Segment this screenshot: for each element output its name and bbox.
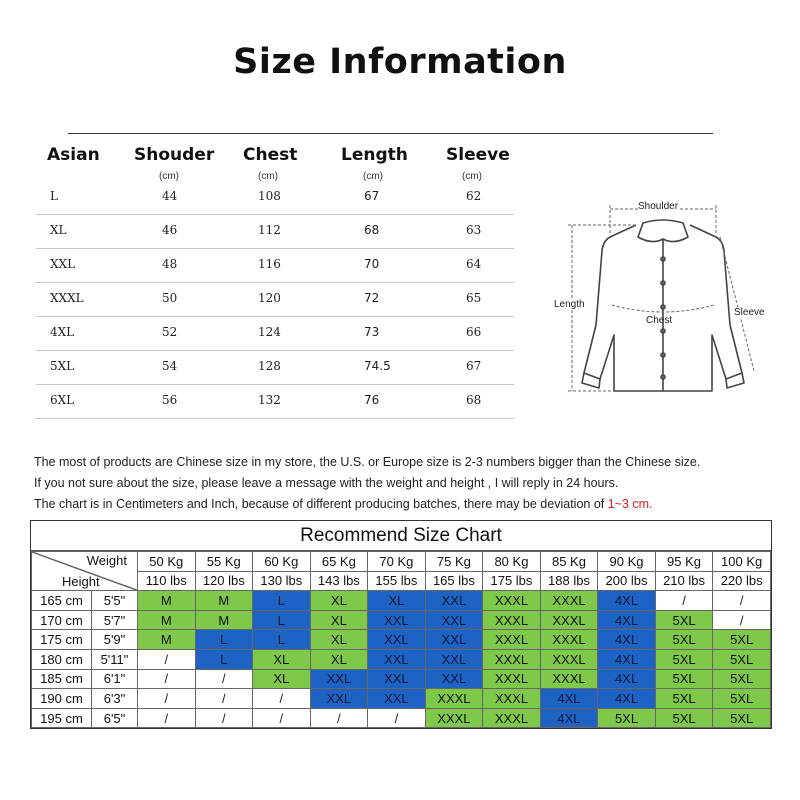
height-label: Height: [62, 574, 100, 590]
weight-kg-cell: 80 Kg: [483, 552, 541, 572]
height-cm-cell: 175 cm: [32, 630, 92, 650]
height-row: [32, 669, 771, 689]
recommend-table: [31, 551, 771, 728]
weight-kg-cell: 55 Kg: [195, 552, 253, 572]
recommended-size-cell: 5XL: [598, 708, 656, 728]
recommended-size-cell: 5XL: [655, 649, 713, 669]
height-ft-cell: 5'9": [92, 630, 138, 650]
recommended-size-cell: XXL: [368, 669, 426, 689]
recommended-size-cell: XXXL: [425, 689, 483, 709]
size-cell: 128: [258, 359, 281, 373]
recommended-size-cell: XXXL: [483, 610, 541, 630]
unit-length: (cm): [363, 171, 383, 182]
size-cell: 124: [258, 325, 281, 339]
size-cell: XXL: [50, 257, 76, 271]
recommended-size-cell: 5XL: [655, 610, 713, 630]
recommended-size-cell: XXXL: [540, 630, 598, 650]
unit-shoulder: (cm): [159, 171, 179, 182]
recommend-size-chart: [30, 520, 772, 729]
recommended-size-cell: M: [195, 591, 253, 611]
recommended-size-cell: XXL: [425, 630, 483, 650]
size-cell: 108: [258, 189, 281, 203]
size-cell: 67: [364, 189, 380, 203]
weight-kg-row: [32, 552, 771, 572]
chest-label: Chest: [646, 315, 673, 326]
recommended-size-cell: XXXL: [483, 649, 541, 669]
recommended-size-cell: 4XL: [598, 689, 656, 709]
recommended-size-cell: XL: [253, 649, 311, 669]
size-cell: XXXL: [50, 291, 84, 305]
size-row: [36, 181, 514, 215]
size-cell: 132: [258, 393, 281, 407]
height-cm-cell: 180 cm: [32, 649, 92, 669]
size-row: [36, 385, 514, 419]
height-ft-cell: 6'1": [92, 669, 138, 689]
weight-lbs-cell: 188 lbs: [540, 571, 598, 591]
size-cell: 112: [258, 223, 281, 237]
recommended-size-cell: 4XL: [598, 669, 656, 689]
recommended-size-cell: 4XL: [598, 610, 656, 630]
recommended-size-cell: /: [138, 669, 196, 689]
size-cell: 70: [364, 257, 380, 271]
recommended-size-cell: /: [655, 591, 713, 611]
deviation-highlight: 1~3 cm.: [607, 497, 653, 511]
recommended-size-cell: XXXL: [540, 591, 598, 611]
weight-lbs-cell: 200 lbs: [598, 571, 656, 591]
recommended-size-cell: XL: [310, 610, 368, 630]
recommended-size-cell: 5XL: [713, 649, 771, 669]
recommended-size-cell: /: [138, 708, 196, 728]
height-row: [32, 630, 771, 650]
size-cell: 62: [466, 189, 482, 203]
recommended-size-cell: XXL: [425, 649, 483, 669]
size-cell: 52: [162, 325, 178, 339]
shirt-measurement-diagram: [548, 195, 778, 400]
recommended-size-cell: XXL: [425, 610, 483, 630]
shirt-icon: [548, 195, 778, 400]
weight-kg-cell: 95 Kg: [655, 552, 713, 572]
recommended-size-cell: L: [195, 649, 253, 669]
size-cell: 56: [162, 393, 178, 407]
unit-chest: (cm): [258, 171, 278, 182]
weight-lbs-cell: 165 lbs: [425, 571, 483, 591]
recommended-size-cell: /: [195, 708, 253, 728]
recommended-size-cell: /: [138, 649, 196, 669]
weight-label: Weight: [86, 553, 127, 568]
recommended-size-cell: /: [138, 689, 196, 709]
size-cell: 4XL: [50, 325, 75, 339]
height-cm-cell: 185 cm: [32, 669, 92, 689]
size-cell: 44: [162, 189, 178, 203]
size-cell: 6XL: [50, 393, 75, 407]
size-cell: 46: [162, 223, 178, 237]
note-line-3: [34, 497, 794, 518]
recommended-size-cell: /: [253, 689, 311, 709]
size-row: [36, 249, 514, 283]
recommended-size-cell: M: [138, 591, 196, 611]
size-cell: 74.5: [364, 359, 391, 373]
recommended-size-cell: M: [195, 610, 253, 630]
recommended-size-cell: 4XL: [598, 649, 656, 669]
recommended-size-cell: /: [310, 708, 368, 728]
recommended-size-cell: /: [253, 708, 311, 728]
unit-sleeve: (cm): [462, 171, 482, 182]
height-ft-cell: 6'3": [92, 689, 138, 709]
recommended-size-cell: L: [253, 630, 311, 650]
recommended-size-cell: XXXL: [483, 689, 541, 709]
recommended-size-cell: XL: [253, 669, 311, 689]
size-cell: 65: [466, 291, 482, 305]
weight-kg-cell: 60 Kg: [253, 552, 311, 572]
size-cell: XL: [50, 223, 67, 237]
recommended-size-cell: XXXL: [483, 708, 541, 728]
height-cm-cell: 165 cm: [32, 591, 92, 611]
weight-lbs-cell: 120 lbs: [195, 571, 253, 591]
height-cm-cell: 170 cm: [32, 610, 92, 630]
recommended-size-cell: XXL: [368, 610, 426, 630]
weight-lbs-row: [32, 571, 771, 591]
recommended-size-cell: L: [195, 630, 253, 650]
size-row: [36, 283, 514, 317]
recommended-size-cell: XXXL: [540, 610, 598, 630]
title-divider: [68, 133, 713, 134]
recommended-size-cell: 5XL: [655, 669, 713, 689]
height-ft-cell: 5'7": [92, 610, 138, 630]
size-notes: [34, 455, 794, 518]
height-row: [32, 610, 771, 630]
note-line-1: The most of products are Chinese size in my store, the U.S. or Europe size is 2-3 numbers bigger than the Chinese size.: [34, 455, 701, 469]
recommended-size-cell: 5XL: [713, 630, 771, 650]
height-ft-cell: 5'11": [92, 649, 138, 669]
page-title: Size Information: [233, 42, 567, 82]
recommended-size-cell: /: [195, 689, 253, 709]
height-cm-cell: 195 cm: [32, 708, 92, 728]
height-ft-cell: 6'5": [92, 708, 138, 728]
recommended-size-cell: XXL: [368, 689, 426, 709]
recommended-size-cell: XL: [310, 630, 368, 650]
weight-kg-cell: 85 Kg: [540, 552, 598, 572]
size-cell: 68: [466, 393, 482, 407]
recommended-size-cell: 5XL: [655, 630, 713, 650]
height-row: [32, 591, 771, 611]
shoulder-label: Shoulder: [638, 201, 679, 212]
recommended-size-cell: 4XL: [540, 689, 598, 709]
weight-lbs-cell: 210 lbs: [655, 571, 713, 591]
recommended-size-cell: /: [713, 610, 771, 630]
recommended-size-cell: XXXL: [483, 669, 541, 689]
recommended-size-cell: XXL: [310, 689, 368, 709]
size-cell: 66: [466, 325, 482, 339]
weight-kg-cell: 75 Kg: [425, 552, 483, 572]
weight-kg-cell: 70 Kg: [368, 552, 426, 572]
recommended-size-cell: 5XL: [655, 689, 713, 709]
header-shoulder: Shouder: [134, 145, 215, 165]
header-length: Length: [341, 145, 408, 165]
size-cell: 54: [162, 359, 178, 373]
size-cell: 76: [364, 393, 380, 407]
recommended-size-cell: /: [368, 708, 426, 728]
weight-kg-cell: 90 Kg: [598, 552, 656, 572]
recommended-size-cell: 4XL: [598, 591, 656, 611]
recommended-size-cell: M: [138, 610, 196, 630]
header-sleeve: Sleeve: [446, 145, 510, 165]
note-line-2: If you not sure about the size, please leave a message with the weight and height , I will reply in 24 hours.: [34, 476, 619, 490]
recommended-size-cell: XXL: [368, 649, 426, 669]
weight-kg-cell: 65 Kg: [310, 552, 368, 572]
size-row: [36, 215, 514, 249]
weight-kg-cell: 50 Kg: [138, 552, 196, 572]
length-label: Length: [554, 299, 585, 310]
size-cell: 120: [258, 291, 281, 305]
weight-lbs-cell: 155 lbs: [368, 571, 426, 591]
height-row: [32, 689, 771, 709]
recommended-size-cell: L: [253, 610, 311, 630]
recommended-size-cell: XXL: [368, 630, 426, 650]
size-cell: 72: [364, 291, 380, 305]
size-row: [36, 351, 514, 385]
size-cell: 48: [162, 257, 178, 271]
recommend-chart-title: Recommend Size Chart: [31, 521, 771, 551]
recommended-size-cell: /: [195, 669, 253, 689]
weight-kg-cell: 100 Kg: [713, 552, 771, 572]
recommended-size-cell: XXL: [425, 591, 483, 611]
header-chest: Chest: [243, 145, 298, 165]
recommended-size-cell: M: [138, 630, 196, 650]
size-cell: 50: [162, 291, 178, 305]
size-cell: 116: [258, 257, 281, 271]
recommended-size-cell: XXXL: [540, 649, 598, 669]
recommended-size-cell: XXL: [425, 669, 483, 689]
weight-lbs-cell: 143 lbs: [310, 571, 368, 591]
header-asian: Asian: [47, 145, 100, 165]
recommended-size-cell: 4XL: [540, 708, 598, 728]
recommended-size-cell: 5XL: [713, 689, 771, 709]
size-cell: 67: [466, 359, 482, 373]
weight-lbs-cell: 220 lbs: [713, 571, 771, 591]
height-row: [32, 708, 771, 728]
size-cell: 64: [466, 257, 482, 271]
weight-lbs-cell: 130 lbs: [253, 571, 311, 591]
recommended-size-cell: XXXL: [425, 708, 483, 728]
size-cell: 5XL: [50, 359, 75, 373]
recommended-size-cell: XL: [368, 591, 426, 611]
recommended-size-cell: /: [713, 591, 771, 611]
recommended-size-cell: XL: [310, 591, 368, 611]
size-cell: L: [50, 189, 58, 203]
size-cell: 68: [364, 223, 380, 237]
recommended-size-cell: L: [253, 591, 311, 611]
size-cell: 73: [364, 325, 380, 339]
size-row: [36, 317, 514, 351]
size-cell: 63: [466, 223, 482, 237]
recommended-size-cell: XXL: [310, 669, 368, 689]
recommended-size-cell: XXXL: [540, 669, 598, 689]
weight-lbs-cell: 110 lbs: [138, 571, 196, 591]
recommended-size-cell: 5XL: [655, 708, 713, 728]
sleeve-label: Sleeve: [734, 307, 765, 318]
note-line-3-text: The chart is in Centimeters and Inch, because of different producing batches, there may be deviation of: [34, 497, 608, 511]
weight-height-corner: [32, 552, 138, 591]
weight-lbs-cell: 175 lbs: [483, 571, 541, 591]
recommended-size-cell: 5XL: [713, 669, 771, 689]
recommended-size-cell: XXXL: [483, 630, 541, 650]
height-row: [32, 649, 771, 669]
recommended-size-cell: 4XL: [598, 630, 656, 650]
recommended-size-cell: XL: [310, 649, 368, 669]
recommended-size-cell: 5XL: [713, 708, 771, 728]
height-ft-cell: 5'5": [92, 591, 138, 611]
height-cm-cell: 190 cm: [32, 689, 92, 709]
recommended-size-cell: XXXL: [483, 591, 541, 611]
